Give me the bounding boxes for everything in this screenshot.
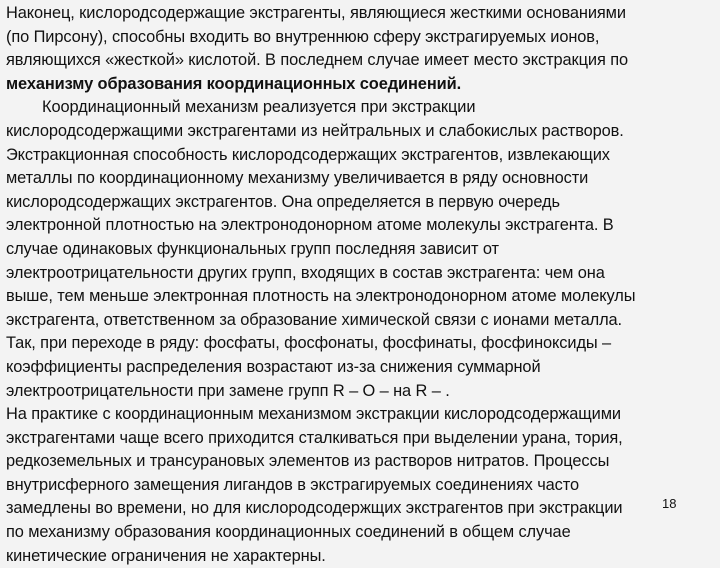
- text-line: экстрагентами чаще всего приходится сталкиваться при выделении урана, тория,: [6, 428, 623, 447]
- text-line-paragraph-start: На практике с координационным механизмом экстракции кислородсодержащими: [6, 405, 621, 424]
- page-number: 18: [662, 496, 677, 511]
- text-line-paragraph-start: Координационный механизм реализуется при экстракции: [42, 98, 476, 117]
- text-line: внутрисферного замещения лигандов в экстрагируемых соединениях часто: [6, 475, 579, 494]
- text-line: Экстракционная способность кислородсодержащих экстрагентов, извлекающих: [6, 145, 610, 164]
- text-line: электроотрицательности при замене групп R – O – на R – .: [6, 381, 450, 400]
- text-line: электроотрицательности других групп, входящих в состав экстрагента: чем она: [6, 263, 605, 282]
- text-block: [6, 2, 714, 568]
- text-line: выше, тем меньше электронная плотность на электронодонорном атоме молекулы: [6, 287, 636, 306]
- text-line: случае одинаковых функциональных групп последняя зависит от: [6, 239, 499, 258]
- text-line: металлы по координационному механизму увеличивается в ряду основности: [6, 169, 589, 188]
- text-line: кислородсодержащих экстрагентов. Она определяется в первую очередь: [6, 192, 560, 211]
- text-line: редкоземельных и трансурановых элементов из растворов нитратов. Процессы: [6, 452, 610, 471]
- text-line: по механизму образования координационных соединений в общем случае: [6, 523, 571, 542]
- text-line: кислородсодержащими экстрагентами из нейтральных и слабокислых растворов.: [6, 121, 624, 140]
- text-line: Так, при переходе в ряду: фосфаты, фосфонаты, фосфинаты, фосфиноксиды –: [6, 334, 612, 353]
- text-line: экстрагента, ответственном за образование химической связи с ионами металла.: [6, 310, 623, 329]
- text-line: являющихся «жесткой» кислотой. В последнем случае имеет место экстракция по: [6, 51, 628, 70]
- text-line: замедлены во времени, но для кислородсодержщих экстрагентов при экстракции: [6, 499, 623, 518]
- text-line: Наконец, кислородсодержащие экстрагенты, являющиеся жесткими основаниями: [6, 4, 626, 22]
- text-line-emphasis: механизму образования координационных соединений.: [6, 74, 462, 93]
- text-line: кинетические ограничения не характерны.: [6, 546, 326, 565]
- text-line: (по Пирсону), способны входить во внутреннюю сферу экстрагируемых ионов,: [6, 27, 600, 46]
- text-line: электронной плотностью на электронодонорном атоме молекулы экстрагента. В: [6, 216, 614, 235]
- text-line: коэффициенты распределения возрастают из-за снижения суммарной: [6, 357, 541, 376]
